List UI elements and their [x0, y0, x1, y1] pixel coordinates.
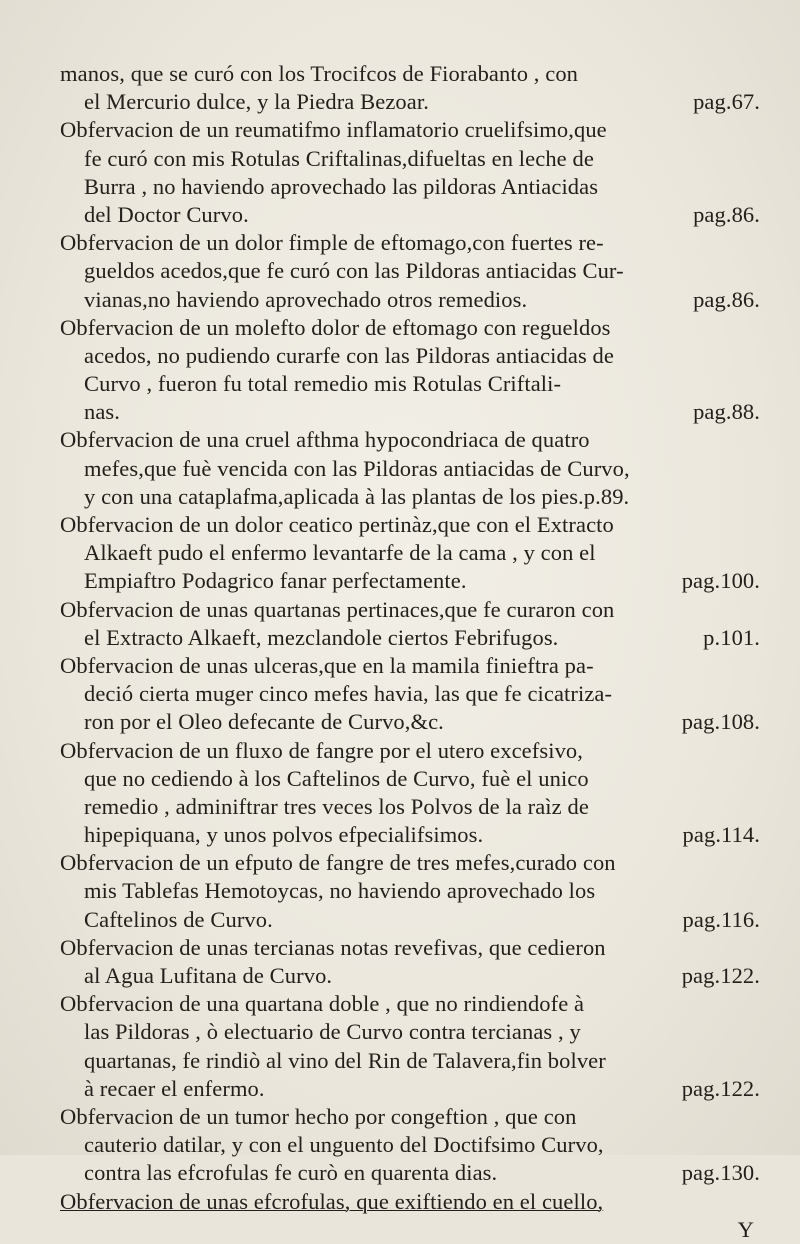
- catchword-line: [60, 1216, 760, 1244]
- entry-line: [60, 145, 760, 173]
- observation-entry: [60, 652, 760, 737]
- entry-line: [60, 60, 760, 88]
- observation-entry: [60, 426, 760, 511]
- entry-line: [60, 877, 760, 905]
- entry-line: [60, 173, 760, 201]
- entry-line-text: à recaer el enfermo.: [84, 1075, 265, 1101]
- page-reference: pag.86.: [693, 201, 760, 227]
- entry-line-text: remedio , adminiftrar tres veces los Polvos de la raìz de: [84, 793, 589, 819]
- entry-line: [60, 906, 760, 934]
- entry-line: [60, 1131, 760, 1159]
- observation-entry: [60, 314, 760, 427]
- entry-line: [60, 567, 760, 595]
- entry-line-text: el Extracto Alkaeft, mezclandole ciertos Febrifugos.: [84, 624, 559, 650]
- entry-line-text: Obfervacion de un dolor ceatico pertinàz,que con el Extracto: [60, 512, 614, 537]
- page-reference: pag.130.: [681, 1160, 760, 1186]
- observation-entry: [60, 1103, 760, 1188]
- entry-line-text: Burra , no haviendo aprovechado las pildoras Antiacidas: [84, 173, 599, 199]
- entry-line: [60, 1047, 760, 1075]
- entry-line: [60, 370, 760, 398]
- entry-line-text: quartanas, fe rindiò al vino del Rin de Talavera,fin bolver: [84, 1047, 606, 1073]
- entry-line: [60, 1075, 760, 1103]
- entry-line-text: del Doctor Curvo.: [84, 201, 249, 227]
- entry-line: [60, 624, 760, 652]
- entry-line: [60, 201, 760, 229]
- entry-line: [60, 990, 760, 1018]
- entry-line: [60, 765, 760, 793]
- entry-line-text: el Mercurio dulce, y la Piedra Bezoar.: [84, 89, 429, 115]
- entry-line-text: Obfervacion de un molefto dolor de eftomago con regueldos: [60, 314, 611, 340]
- entry-line: [60, 483, 760, 511]
- entry-line: [60, 88, 760, 116]
- entry-line-text: Obfervacion de una cruel afthma hypocondriaca de quatro: [60, 427, 590, 453]
- page-reference: pag.100.: [681, 568, 760, 594]
- entry-line-text: Empiaftro Podagrico fanar perfectamente.: [84, 568, 467, 594]
- entry-line-text: las Pildoras , ò electuario de Curvo contra tercianas , y: [84, 1019, 581, 1045]
- observation-entry: [60, 934, 760, 990]
- page-reference: p.101.: [703, 624, 760, 650]
- entry-line-text: y con una cataplafma,aplicada à las plantas de los pies.p.89.: [84, 483, 630, 509]
- entry-line: [60, 257, 760, 285]
- index-text-block: [60, 60, 760, 1244]
- entry-line: [60, 934, 760, 962]
- entry-line-text: vianas,no haviendo aprovechado otros remedios.: [84, 286, 528, 312]
- entry-line-text: Obfervacion de unas efcrofulas, que exiftiendo en el cuello,: [60, 1188, 604, 1214]
- entry-line: [60, 793, 760, 821]
- entry-line: [60, 821, 760, 849]
- entry-line: [60, 1103, 760, 1131]
- entry-line-text: acedos, no pudiendo curarfe con las Pildoras antiacidas de: [84, 342, 614, 368]
- entry-line: [60, 539, 760, 567]
- page-reference: pag.114.: [682, 822, 760, 848]
- page-reference: pag.108.: [681, 709, 760, 735]
- entry-line: [60, 737, 760, 765]
- entry-line: [60, 1188, 760, 1216]
- entry-line: [60, 511, 760, 539]
- entry-line-text: nas.: [84, 399, 121, 425]
- entry-line-text: deció cierta muger cinco mefes havia, las que fe cicatriza-: [84, 681, 613, 707]
- entry-line: [60, 1018, 760, 1046]
- entry-line: [60, 652, 760, 680]
- entry-line-text: mis Tablefas Hemotoycas, no haviendo aprovechado los: [84, 878, 596, 904]
- entry-line: [60, 286, 760, 314]
- entry-line-text: Obfervacion de un reumatifmo inflamatorio cruelifsimo,que: [60, 117, 607, 143]
- observation-entry: [60, 737, 760, 850]
- entry-line: [60, 455, 760, 483]
- entry-line-text: manos, que se curó con los Trocifcos de Fiorabanto , con: [60, 61, 579, 86]
- page-reference: pag.122.: [681, 963, 760, 988]
- entry-line: [60, 849, 760, 877]
- entry-line: [60, 680, 760, 708]
- entry-line-text: hipepiquana, y unos polvos efpecialifsimos.: [84, 822, 484, 848]
- entry-line-text: Caftelinos de Curvo.: [84, 906, 273, 932]
- entry-line-text: ron por el Oleo defecante de Curvo,&c.: [84, 709, 444, 735]
- entry-line-text: Obfervacion de unas tercianas notas revefivas, que cedieron: [60, 934, 606, 960]
- observation-entry: [60, 990, 760, 1103]
- observation-entry: [60, 511, 760, 596]
- entry-line-text: fe curó con mis Rotulas Criftalinas,difueltas en leche de: [84, 145, 594, 171]
- entry-line-text: Obfervacion de un fluxo de fangre por el utero excefsivo,: [60, 737, 583, 763]
- observation-entry: [60, 116, 760, 229]
- entry-line-text: que no cediendo à los Caftelinos de Curvo, fuè el unico: [84, 765, 589, 791]
- page-reference: pag.67.: [693, 89, 760, 115]
- entry-line: [60, 1159, 760, 1187]
- entry-line-text: Obfervacion de un efputo de fangre de tres mefes,curado con: [60, 850, 616, 876]
- observation-entry: [60, 596, 760, 652]
- entry-line-text: gueldos acedos,que fe curó con las Pildoras antiacidas Cur-: [84, 258, 624, 284]
- entry-line-text: Obfervacion de una quartana doble , que no rindiendofe à: [60, 991, 585, 1017]
- page-reference: pag.86.: [693, 286, 760, 312]
- catchword: Y: [737, 1216, 754, 1242]
- entry-line: [60, 398, 760, 426]
- entry-line-text: Obfervacion de un dolor fimple de eftomago,con fuertes re-: [60, 230, 604, 256]
- entry-line-text: mefes,que fuè vencida con las Pildoras antiacidas de Curvo,: [84, 455, 630, 481]
- observation-entry: [60, 1188, 760, 1216]
- entry-line-text: Obfervacion de un tumor hecho por congeftion , que con: [60, 1103, 577, 1129]
- observation-entry: [60, 229, 760, 314]
- entry-line-text: al Agua Lufitana de Curvo.: [84, 963, 333, 988]
- entry-line: [60, 596, 760, 624]
- entry-line: [60, 314, 760, 342]
- page-reference: pag.88.: [693, 399, 760, 425]
- page-reference: pag.122.: [681, 1075, 760, 1101]
- entry-line: [60, 229, 760, 257]
- entry-line-text: Alkaeft pudo el enfermo levantarfe de la cama , y con el: [84, 540, 596, 566]
- observation-entry: [60, 849, 760, 934]
- entry-line: [60, 426, 760, 454]
- observation-entry: [60, 60, 760, 116]
- entry-line-text: cauterio datilar, y con el unguento del Doctifsimo Curvo,: [84, 1132, 604, 1158]
- entry-line: [60, 342, 760, 370]
- entry-line-text: Curvo , fueron fu total remedio mis Rotulas Criftali-: [84, 371, 562, 397]
- page-reference: pag.116.: [682, 906, 760, 932]
- entry-line-text: Obfervacion de unas quartanas pertinaces,que fe curaron con: [60, 596, 615, 622]
- entry-line: [60, 708, 760, 736]
- entry-line-text: Obfervacion de unas ulceras,que en la mamila finieftra pa-: [60, 652, 594, 678]
- entry-line: [60, 116, 760, 144]
- entry-line-text: contra las efcrofulas fe curò en quarenta dias.: [84, 1160, 498, 1186]
- entry-line: [60, 962, 760, 990]
